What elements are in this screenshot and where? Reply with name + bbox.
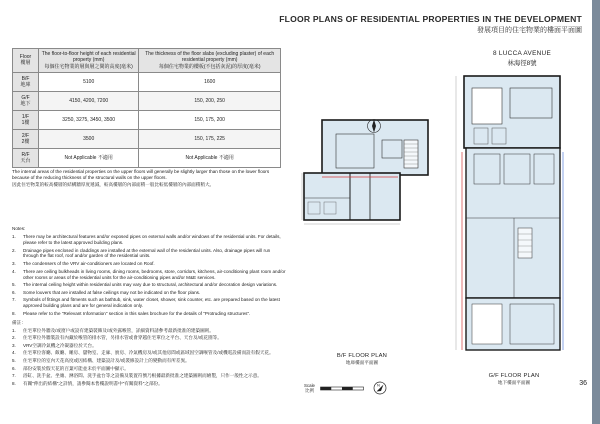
note-text: VRV空調冷氣機之冷凝器位於天台。 — [23, 342, 97, 348]
page-number: 36 — [579, 380, 587, 387]
col-height-header-en: The floor-to-floor height of each residential property (mm) — [41, 51, 136, 64]
note-text: 住宅單位客廳、飯廳、睡房、儲物室、走廊、廚房、冷氣機房及/或其他房間或區域因空調喉管及/或機電設備而設有假天花。 — [23, 350, 274, 356]
gf-bedroom — [472, 88, 502, 124]
table-header-row — [13, 49, 281, 73]
bf-label-en: B/F FLOOR PLAN — [336, 353, 388, 359]
note-text: Please refer to the "Relevant Information" section in this sales brochure for the details of "Protruding structures". — [23, 310, 251, 316]
col-thickness-header — [139, 49, 281, 73]
note-number: 4. — [12, 350, 16, 356]
note-number: 1. — [12, 233, 16, 239]
list-item — [12, 335, 287, 341]
list-item — [12, 366, 287, 372]
note-number: 6. — [12, 289, 16, 295]
list-item — [12, 234, 287, 246]
row-height-cell: 4150, 4200, 7200 — [39, 91, 139, 110]
floor-zh: 2樓 — [21, 138, 30, 145]
note-text: 住宅單位外牆及/或窗戶或設有建築裝飾及/或外露喉管，詳細資料請參考最新批准的建築圖則。 — [23, 327, 214, 333]
notes-section — [12, 226, 287, 388]
heading-title-en: FLOOR PLANS OF RESIDENTIAL PROPERTIES IN THE DEVELOPMENT — [279, 14, 582, 24]
property-address — [482, 50, 562, 67]
row-thickness-cell: 150, 175, 200 — [139, 110, 281, 129]
list-item — [12, 350, 287, 356]
bf-floor-plan — [300, 118, 430, 343]
table-row — [13, 91, 281, 110]
bf-stair — [404, 140, 418, 168]
row-height-cell: Not Applicable 不適用 — [39, 148, 139, 167]
note-number: 5. — [12, 282, 16, 288]
note-number: 1. — [12, 327, 16, 333]
scale-label-zh: 比例 — [305, 388, 314, 394]
row-height-cell: 3500 — [39, 129, 139, 148]
table-row — [13, 129, 281, 148]
floor-height-table — [12, 48, 281, 168]
note-text: There may be architectural features and/or exposed pipes on external walls and/or windows of the residential units. For details, please refer to the latest approved building plans. — [23, 233, 281, 245]
side-strip — [592, 0, 600, 424]
notes-list-en — [12, 234, 287, 317]
note-text: 有關"伸出的結構"之詳情，請參閱本售樓說明書中"有關資料"之部份。 — [23, 380, 163, 386]
bf-room-lower — [304, 173, 400, 220]
table-footnote — [12, 169, 282, 189]
floor-zh: 天台 — [20, 157, 31, 164]
list-item — [12, 290, 287, 296]
note-number: 3. — [12, 261, 16, 267]
address-en: 8 LUCCA AVENUE — [492, 50, 552, 57]
table-row — [13, 148, 281, 167]
note-number: 7. — [12, 373, 16, 379]
row-thickness-cell: 150, 175, 225 — [139, 129, 281, 148]
note-number: 2. — [12, 335, 16, 341]
note-text: 浴缸、洗手盆、坐廁、淋浴間、洗手盆台等之設備及裝置符號乃根據最新批准之建築圖則而繪製，只作一般性之示意。 — [23, 373, 262, 379]
note-number: 4. — [12, 268, 16, 274]
list-item — [12, 343, 287, 349]
compass-icon — [366, 118, 382, 134]
footnote-en: The internal areas of the residential properties on the upper floors will generally be slightly larger than those on the lower floors because of the reducing thickness of the structural walls on the upper floors. — [12, 169, 270, 181]
list-item — [12, 328, 287, 334]
note-text: Drainage pipes enclosed in claddings are installed at the external wall of the residential units. Also, drainage pipes will run through the flat roof, roof and/or garden of the residential units. — [23, 247, 271, 259]
list-item — [12, 261, 287, 267]
note-number: 3. — [12, 342, 16, 348]
note-number: 7. — [12, 297, 16, 303]
gf-plan-label — [472, 373, 556, 386]
scale-bar — [320, 385, 364, 393]
gf-main-block — [466, 148, 560, 298]
row-thickness-cell: 150, 200, 250 — [139, 91, 281, 110]
list-item — [12, 358, 287, 364]
col-floor-header-en: Floor — [19, 54, 32, 61]
scale-label-en: Scale — [304, 383, 315, 388]
floor-zh: 1樓 — [21, 119, 30, 126]
note-number: 8. — [12, 380, 16, 386]
bf-plan-drawing — [300, 118, 430, 343]
table-row — [13, 72, 281, 91]
note-number: 6. — [12, 365, 16, 371]
note-text: The internal ceiling height within residential units may vary due to structural, architectural and/or decoration design variations. — [23, 282, 278, 288]
notes-title: Notes: — [12, 226, 26, 231]
page-heading — [279, 14, 582, 35]
list-item — [12, 282, 287, 288]
floor-en: 2/F — [21, 132, 30, 139]
bf-inner-room — [336, 134, 374, 168]
col-thickness-header-en: The thickness of the floor slabs (excluding plaster) of each residential property (mm) — [145, 51, 275, 64]
list-item — [12, 297, 287, 309]
row-height-cell: 5100 — [39, 72, 139, 91]
row-thickness-cell: Not Applicable 不適用 — [139, 148, 281, 167]
floor-en: R/F — [21, 151, 30, 158]
list-item — [12, 269, 287, 281]
north-arrow-icon — [373, 381, 387, 395]
col-floor-header-zh: 樓層 — [20, 60, 31, 67]
floor-zh: 地庫 — [20, 81, 31, 88]
row-floor-cell — [13, 72, 39, 91]
note-text: 部份安裝於假天花的百葉可能並未於平面圖中顯示。 — [23, 365, 129, 371]
col-floor-header — [13, 49, 39, 73]
gf-label-zh: 地下樓面平面圖 — [497, 380, 531, 385]
note-text: 住宅單位外牆裝設有內藏於喉管的排水管，另排水管或會穿越住宅單位之平台、天台及/或花園等。 — [23, 335, 222, 341]
row-floor-cell — [13, 148, 39, 167]
notes-title-zh: 備註： — [12, 319, 26, 325]
address-zh: 林海徑8號 — [507, 60, 537, 67]
col-height-header-zh: 每個住宅物業的層與層之間的高度(毫米) — [44, 63, 133, 70]
note-number: 8. — [12, 310, 16, 316]
row-floor-cell — [13, 91, 39, 110]
note-text: There are ceiling bulkheads in living rooms, dining rooms, bedrooms, store, corridors, kitchens, air-conditioning plant room and/or other rooms or areas of the residential units for the air-conditioning pipes and/or M&E services. — [23, 268, 286, 280]
row-floor-cell — [13, 129, 39, 148]
heading-title-zh: 發展項目的住宅物業的樓面平面圖 — [477, 27, 582, 34]
note-number: 2. — [12, 247, 16, 253]
floor-zh: 地下 — [20, 100, 31, 107]
gf-label-en: G/F FLOOR PLAN — [488, 373, 540, 379]
bf-label-zh: 地庫樓面平面圖 — [345, 360, 379, 365]
floor-en: G/F — [21, 94, 30, 101]
note-text: Some louvers that are installed at false ceilings may not be indicated on the floor plans. — [23, 289, 201, 295]
gf-garden — [510, 88, 552, 118]
note-number: 5. — [12, 357, 16, 363]
note-text: 住宅單位的室內天花高度或因結構、建築設計及/或裝修設計上的變動而有所差異。 — [23, 357, 190, 363]
floor-en: B/F — [21, 75, 30, 82]
col-height-header — [39, 49, 139, 73]
table-row — [13, 110, 281, 129]
list-item — [12, 381, 287, 387]
gf-floor-plan — [452, 68, 572, 368]
note-text: Symbols of fittings and fitments such as bathtub, sink, water closet, shower, sink counter, etc. are prepared based on the latest approved building plans and are for general indication only. — [23, 297, 280, 309]
note-text: The condensers of the VRV air-conditioners are located on Roof. — [23, 261, 155, 267]
gf-plan-drawing — [452, 68, 572, 368]
scale-label — [304, 383, 315, 394]
list-item — [12, 373, 287, 379]
bf-plan-label — [322, 353, 402, 366]
col-thickness-header-zh: 每個住宅物業的樓板(不包括灰泥)的厚度(毫米) — [158, 63, 261, 70]
floor-en: 1/F — [21, 113, 30, 120]
list-item — [12, 311, 287, 317]
row-height-cell: 3250, 3275, 3450, 3500 — [39, 110, 139, 129]
row-thickness-cell: 1600 — [139, 72, 281, 91]
notes-list-zh — [12, 328, 287, 387]
footnote-zh: 因此住宅物業的較高樓層的結構牆厚度遞減，較高樓層的內部面積一般比較低樓層的內部面積稍大。 — [12, 182, 215, 188]
row-floor-cell — [13, 110, 39, 129]
svg-text:N: N — [377, 382, 380, 388]
list-item — [12, 248, 287, 260]
